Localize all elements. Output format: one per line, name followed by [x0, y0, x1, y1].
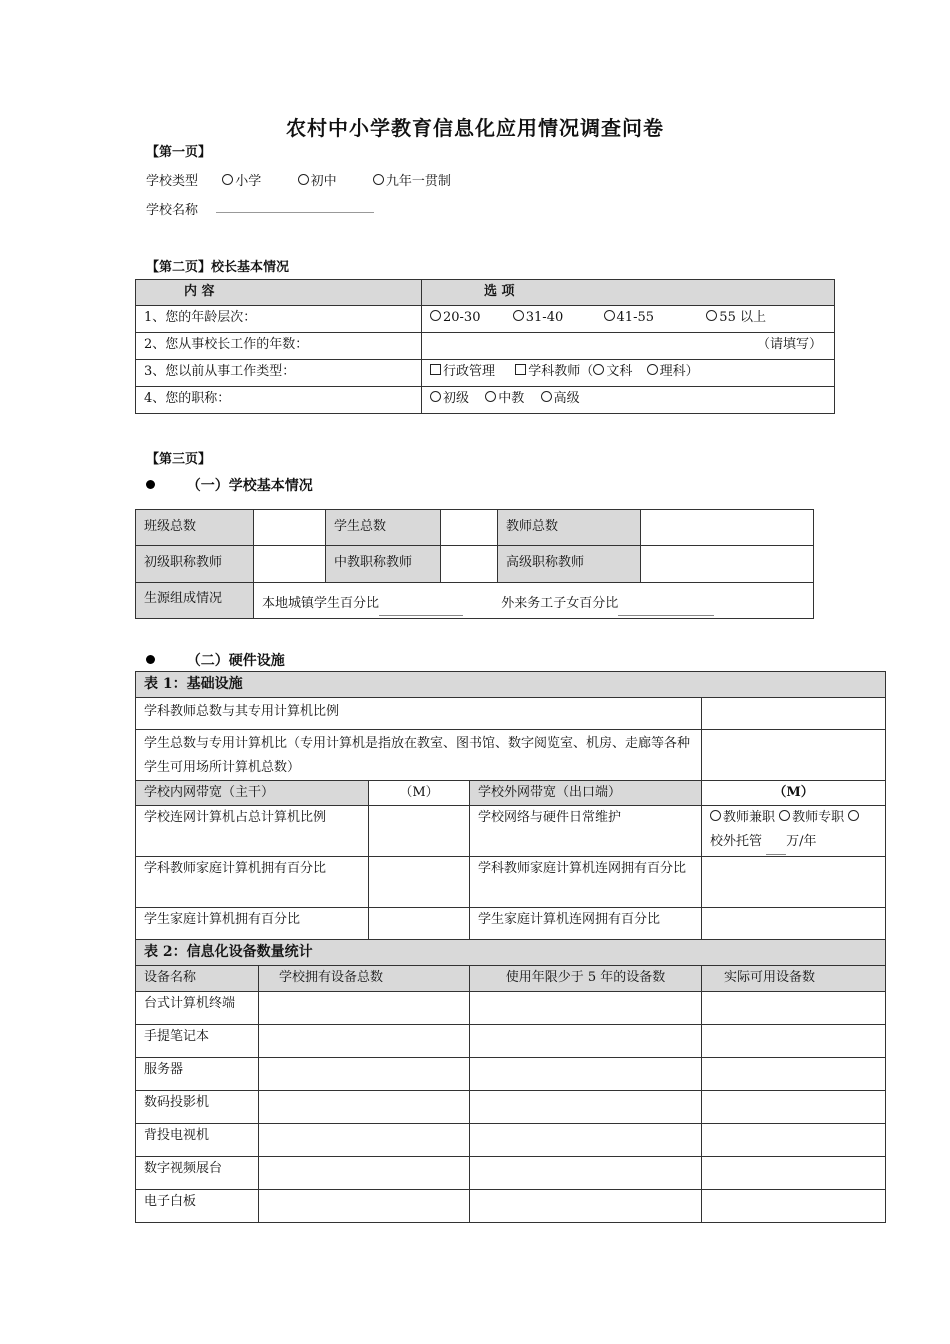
title-junior[interactable]: 初级 — [430, 391, 469, 406]
page2-header: 【第二页】校长基本情况 — [146, 260, 290, 275]
principal-table — [135, 279, 835, 414]
age-option-31-40[interactable]: 31-40 — [513, 310, 563, 325]
source-migrant-field[interactable] — [618, 593, 714, 616]
device-total-field[interactable] — [259, 1058, 470, 1091]
t1-student-home-net-label: 学生家庭计算机连网拥有百分比 — [470, 908, 702, 940]
device-under5-field[interactable] — [470, 1190, 702, 1223]
device-name: 数码投影机 — [136, 1091, 259, 1124]
radio-icon — [541, 391, 552, 402]
bullet-icon — [146, 480, 155, 489]
title-middle[interactable]: 中教 — [485, 391, 524, 406]
checkbox-icon — [515, 364, 526, 375]
device-name: 电子白板 — [136, 1190, 259, 1223]
device-available-field[interactable] — [702, 992, 886, 1025]
device-available-field[interactable] — [702, 1190, 886, 1223]
teacher-total-field[interactable] — [641, 510, 814, 546]
device-total-field[interactable] — [259, 992, 470, 1025]
radio-icon — [373, 174, 384, 185]
school-type-option-primary[interactable]: 小学 — [222, 174, 261, 189]
device-available-field[interactable] — [702, 1124, 886, 1157]
table-row — [136, 1058, 886, 1091]
school-type-option-junior[interactable]: 初中 — [298, 174, 337, 189]
t1-lan-label: 学校内网带宽（主干） — [136, 781, 369, 806]
device-available-field[interactable] — [702, 1058, 886, 1091]
q1-label: 1、您的年龄层次： — [136, 306, 422, 333]
school-type-row — [146, 170, 451, 189]
t1-student-home-net-field[interactable] — [702, 908, 886, 940]
t1-student-home-label: 学生家庭计算机拥有百分比 — [136, 908, 369, 940]
senior-title-label: 高级职称教师 — [498, 546, 641, 583]
source-migrant-label: 外来务工子女百分比 — [501, 596, 619, 611]
radio-icon — [710, 810, 721, 821]
student-total-field[interactable] — [441, 510, 498, 546]
t1-maint-label: 学校网络与硬件日常维护 — [470, 806, 702, 857]
work-type-arts[interactable]: 文科 — [593, 364, 632, 379]
t1-teacher-home-field[interactable] — [369, 857, 470, 908]
col-options-header: 选 项 — [422, 280, 835, 306]
q4-options — [422, 387, 835, 414]
device-total-field[interactable] — [259, 1157, 470, 1190]
junior-title-field[interactable] — [254, 546, 326, 583]
age-option-55-plus[interactable]: 55 以上 — [706, 310, 766, 325]
t1-net-ratio-field[interactable] — [369, 806, 470, 857]
age-option-41-55[interactable]: 41-55 — [604, 310, 654, 325]
checkbox-icon — [430, 364, 441, 375]
section1-heading: （一）学校基本情况 — [146, 475, 313, 495]
work-type-admin[interactable]: 行政管理 — [430, 364, 495, 379]
device-under5-field[interactable] — [470, 1157, 702, 1190]
source-local-field[interactable] — [379, 593, 463, 616]
t1-student-home-field[interactable] — [369, 908, 470, 940]
device-total-field[interactable] — [259, 1124, 470, 1157]
col-content-header: 内 容 — [136, 280, 422, 306]
student-total-label: 学生总数 — [326, 510, 441, 546]
t2-header-name: 设备名称 — [136, 966, 259, 992]
table1-title: 表 1：基础设施 — [136, 672, 886, 698]
source-cell — [254, 583, 814, 619]
device-name: 背投电视机 — [136, 1124, 259, 1157]
radio-icon — [779, 810, 790, 821]
q2-fill-hint: （请填写） — [756, 337, 822, 352]
radio-icon — [604, 310, 615, 321]
t2-header-available: 实际可用设备数 — [702, 966, 886, 992]
table-row — [136, 1091, 886, 1124]
t1-wan-field[interactable] — [702, 781, 886, 806]
table-row — [136, 992, 886, 1025]
school-basic-table — [135, 509, 814, 619]
t1-teacher-home-net-label: 学科教师家庭计算机连网拥有百分比 — [470, 857, 702, 908]
work-type-science[interactable]: 理科） — [647, 364, 699, 379]
device-available-field[interactable] — [702, 1025, 886, 1058]
table-row — [136, 1025, 886, 1058]
t1-teacher-home-net-field[interactable] — [702, 857, 886, 908]
q2-label: 2、您从事校长工作的年数： — [136, 333, 422, 360]
t2-header-under5: 使用年限少于 5 年的设备数 — [470, 966, 702, 992]
radio-icon — [430, 310, 441, 321]
middle-title-field[interactable] — [441, 546, 498, 583]
table-row — [136, 1190, 886, 1223]
t1-student-ratio-label: 学生总数与专用计算机比（专用计算机是指放在教室、图书馆、数字阅览室、机房、走廊等各种学生可用场所计算机总数） — [136, 730, 702, 781]
t1-net-ratio-label: 学校连网计算机占总计算机比例 — [136, 806, 369, 857]
device-available-field[interactable] — [702, 1091, 886, 1124]
q1-options — [422, 306, 835, 333]
t1-student-ratio-field[interactable] — [702, 730, 886, 781]
device-name: 数字视频展台 — [136, 1157, 259, 1190]
t1-lan-field[interactable] — [369, 781, 470, 806]
bullet-icon — [146, 655, 155, 664]
q3-label: 3、您以前从事工作类型： — [136, 360, 422, 387]
work-type-teacher[interactable]: 学科教师（ — [515, 364, 593, 379]
junior-title-label: 初级职称教师 — [136, 546, 254, 583]
title-senior[interactable]: 高级 — [541, 391, 580, 406]
maint-option-outsource[interactable]: 校外托管 万/年 — [710, 834, 817, 849]
radio-icon — [222, 174, 233, 185]
t1-wan-label: 学校外网带宽（出口端） — [470, 781, 702, 806]
middle-title-label: 中教职称教师 — [326, 546, 441, 583]
t1-teacher-ratio-label: 学科教师总数与其专用计算机比例 — [136, 698, 702, 730]
radio-icon — [647, 364, 658, 375]
radio-icon — [298, 174, 309, 185]
device-name: 手提笔记本 — [136, 1025, 259, 1058]
t1-wan-unit: （M） — [773, 785, 814, 800]
radio-icon — [430, 391, 441, 402]
radio-icon — [706, 310, 717, 321]
source-label: 生源组成情况 — [136, 583, 254, 619]
table2-title: 表 2：信息化设备数量统计 — [136, 940, 886, 966]
maint-option-part-time[interactable]: 教师兼职 — [710, 810, 775, 825]
device-under5-field[interactable] — [470, 992, 702, 1025]
q2-fill-field[interactable] — [422, 333, 835, 360]
device-available-field[interactable] — [702, 1157, 886, 1190]
radio-icon[interactable] — [848, 810, 859, 821]
t1-maint-options — [702, 806, 886, 857]
maint-option-full-time[interactable]: 教师专职 — [779, 810, 844, 825]
school-type-option-nine-year[interactable]: 九年一贯制 — [373, 174, 451, 189]
radio-icon — [485, 391, 496, 402]
device-under5-field[interactable] — [470, 1091, 702, 1124]
page1-header: 【第一页】 — [146, 145, 212, 160]
device-under5-field[interactable] — [470, 1124, 702, 1157]
teacher-total-label: 教师总数 — [498, 510, 641, 546]
t1-teacher-home-label: 学科教师家庭计算机拥有百分比 — [136, 857, 369, 908]
device-total-field[interactable] — [259, 1091, 470, 1124]
source-local-label: 本地城镇学生百分比 — [262, 596, 380, 611]
q3-options — [422, 360, 835, 387]
page-title: 农村中小学教育信息化应用情况调查问卷 — [286, 116, 664, 140]
school-name-field[interactable] — [216, 212, 374, 213]
table-row — [136, 1124, 886, 1157]
radio-icon — [513, 310, 524, 321]
t1-teacher-ratio-field[interactable] — [702, 698, 886, 730]
section2-heading: （二）硬件设施 — [146, 650, 285, 670]
age-option-20-30[interactable]: 20-30 — [430, 310, 480, 325]
table-row — [136, 1157, 886, 1190]
device-name: 台式计算机终端 — [136, 992, 259, 1025]
hardware-table — [135, 671, 886, 1223]
class-total-field[interactable] — [254, 510, 326, 546]
q4-label: 4、您的职称： — [136, 387, 422, 414]
t1-lan-unit: （M） — [399, 785, 439, 800]
device-under5-field[interactable] — [470, 1025, 702, 1058]
page3-header: 【第三页】 — [146, 452, 212, 467]
device-total-field[interactable] — [259, 1190, 470, 1223]
class-total-label: 班级总数 — [136, 510, 254, 546]
radio-icon — [593, 364, 604, 375]
device-under5-field[interactable] — [470, 1058, 702, 1091]
device-total-field[interactable] — [259, 1025, 470, 1058]
senior-title-field[interactable] — [641, 546, 814, 583]
school-type-label: 学校类型 — [146, 174, 199, 189]
t2-header-total: 学校拥有设备总数 — [259, 966, 470, 992]
school-name-label: 学校名称 — [146, 203, 199, 218]
device-name: 服务器 — [136, 1058, 259, 1091]
